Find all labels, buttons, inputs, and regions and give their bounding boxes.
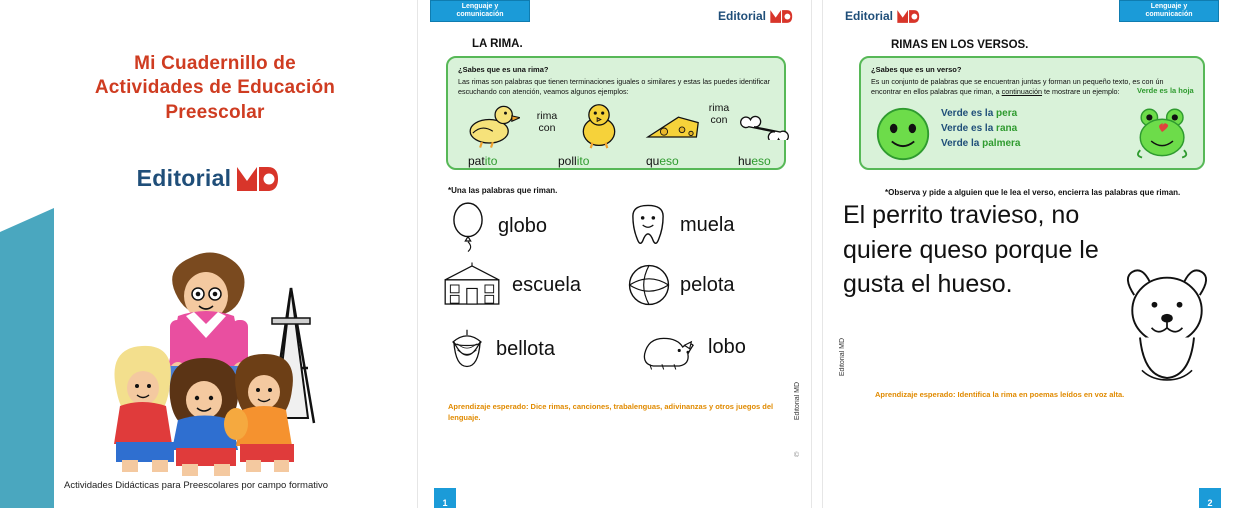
example-word-3 [646,154,679,168]
subject-tag [1119,0,1219,22]
example-word-2-suffix: ito [576,154,590,168]
example-label-2 [698,102,740,126]
info-text-link[interactable]: continuación [1001,86,1043,96]
chick-icon [574,102,624,150]
cover-title-line-1: Mi Cuadernillo de [134,53,296,74]
subject-tag-line-2: comunicación [1145,11,1193,18]
aprendizaje-text: Dice rimas, canciones, trabalenguas, adivinanzas y otros juegos del lenguaje. [448,402,774,422]
instruction-text: *Observa y pide a alguien que le lea el verso, encierra las palabras que riman. [885,188,1181,197]
md-mark-icon [769,8,793,24]
child-left-figure [114,346,174,472]
verse-sample-line-3 [941,136,1021,151]
subject-tag-line-1: Lenguaje y [1150,2,1188,10]
verse-sample-line-2-plain: Verde es la [941,123,997,134]
example-word-1-prefix: pat [468,154,485,168]
side-note: Editorial MD [839,338,846,377]
word-item-globo[interactable] [446,200,547,252]
word-label: globo [498,214,547,237]
cover-title-line-3: Preescolar [165,101,265,123]
word-label: lobo [708,335,746,358]
info-box [446,56,786,170]
cheese-icon [644,110,702,146]
md-mark-icon [235,163,279,193]
acorn-icon [446,324,488,374]
page-brand-logo [845,8,920,24]
verse-sample-line-2 [941,121,1021,136]
word-item-bellota[interactable] [446,324,555,374]
page-brand-logo [718,8,793,24]
brand-word: Editorial [845,9,894,23]
verse-sample-line-3-plain: Verde la [941,138,983,149]
bone-icon [740,110,796,140]
aprendizaje-esperado [448,402,778,423]
info-question: ¿Sabes que es un verso? [871,65,962,74]
info-example-right: Verde es la hoja [1137,86,1194,95]
verse-sample-line-2-highlight: rana [996,123,1018,134]
aprendizaje-prefix: Aprendizaje esperado: [448,402,529,411]
word-label: bellota [496,337,555,360]
example-label-1-line-2: con [538,122,556,135]
frog-icon [1133,104,1193,160]
side-note: Editorial MD [794,382,801,421]
example-word-2 [558,154,589,168]
example-word-1-suffix: ito [484,154,498,168]
cover-teal-shape [0,208,54,508]
verse-sample-line-1-plain: Verde es la [941,108,997,119]
verse-sample-line-3-highlight: palmera [982,138,1021,149]
md-mark-icon [896,8,920,24]
page-title: LA RIMA. [472,38,523,50]
word-item-pelota[interactable] [626,262,735,308]
tooth-icon [624,200,672,250]
word-item-lobo[interactable] [636,324,746,370]
verse-sample [941,106,1021,151]
worksheet-page-2 [823,0,1235,508]
brand-word: Editorial [717,9,766,23]
balloon-icon [446,200,490,252]
wolf-icon [636,324,700,370]
cover-illustration [86,238,336,476]
word-label: muela [680,213,735,236]
info-text-part-2: te mostrare un ejemplo: [1042,86,1120,96]
school-icon [440,262,504,308]
instruction-text: *Una las palabras que riman. [448,186,558,195]
cover-brand-logo [108,158,308,198]
example-word-4-prefix: hu [738,154,752,168]
ball-icon [626,262,672,308]
example-label-1-line-1: rima [536,110,558,122]
word-label: pelota [680,273,735,296]
duck-icon [462,100,520,148]
brand-word: Editorial [136,164,232,191]
subject-tag [430,0,530,22]
info-text-part-1: Es un conjunto de palabras que se encuentran juntas y forman un pequeño texto, es con ún encontrar en ellos palabras que riman, a [871,77,1164,96]
cover-title [40,52,390,125]
green-face-icon [875,106,931,162]
verse-sample-line-1 [941,106,1021,121]
cover-page [0,0,412,508]
word-label: escuela [512,273,581,296]
aprendizaje-prefix: Aprendizaje esperado: [875,390,956,399]
example-label-2-line-2: con [710,114,728,127]
word-item-escuela[interactable] [440,262,581,308]
example-word-3-prefix: qu [646,154,660,168]
cover-title-line-2: Actividades de Educación [94,77,336,99]
word-item-muela[interactable] [624,200,734,250]
dog-icon [1113,266,1221,382]
worksheet-page-1 [418,0,811,508]
example-word-3-suffix: eso [659,154,679,168]
example-label-1 [526,110,568,134]
example-label-2-line-1: rima [708,102,730,114]
example-word-2-prefix: poll [558,154,577,168]
aprendizaje-esperado [875,390,1205,401]
verse-sample-line-1-highlight: pera [996,108,1018,119]
verse-text: El perrito travieso, no quiere queso porque le gusta el hueso. [843,201,1099,298]
info-question: ¿Sabes que es una rima? [458,65,549,74]
page-number: 1 [434,488,456,508]
example-word-4 [738,154,771,168]
subject-tag-line-2: comunicación [456,11,504,18]
example-word-1 [468,154,497,168]
aprendizaje-text: Identifica la rima en poemas leídos en voz alta. [957,390,1125,399]
info-text: Las rimas son palabras que tienen terminaciones iguales o similares y estas las puedes identificar escuchando con atención, veamos algunos ejemplos: [458,77,771,96]
example-word-4-suffix: eso [751,154,771,168]
info-box [859,56,1205,170]
copyright-mark: © [793,452,799,459]
page-title: RIMAS EN LOS VERSOS. [891,39,1029,51]
page-number: 2 [1199,488,1221,508]
subject-tag-line-1: Lenguaje y [461,2,499,10]
cover-footer-text: Actividades Didácticas para Preescolares por campo formativo [64,480,329,491]
